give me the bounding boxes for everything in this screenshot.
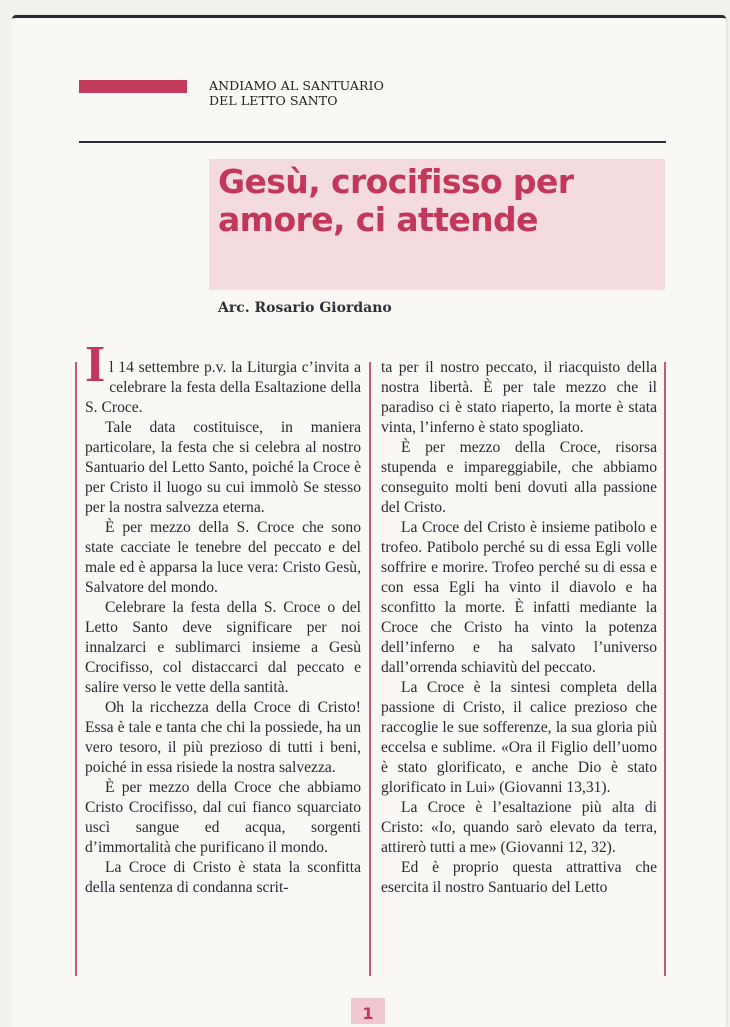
paragraph-text: l 14 settembre p.v. la Liturgia c’invita a celebrare la festa della Esaltazione della S. Croce. [85, 359, 361, 416]
paragraph: Tale data costituisce, in maniera particolare, la festa che si celebra al nostro Santuario del Letto Santo, poiché la Croce è per Cristo il luogo su cui immolò Se stesso per la nostra salvezza eterna. [85, 419, 361, 516]
paragraph: È per mezzo della Croce che abbiamo Cristo Crocifisso, dal cui fianco squarciato uscì sangue ed acqua, sorgenti d’immortalità che purificano il mondo. [85, 779, 361, 856]
paragraph: La Croce è la sintesi completa della passione di Cristo, il calice prezioso che raccoglie le sue sofferenze, la sua gloria più eccelsa e sublime. «Ora il Figlio dell’uomo è stato glorificato, e anche Dio è stato glorificato in Lui» (Giovanni 13,31). [381, 679, 657, 796]
article-author: Arc. Rosario Giordano [218, 300, 392, 316]
paragraph [85, 336, 361, 418]
column-rule-right [664, 362, 666, 976]
section-color-tab [79, 80, 187, 93]
paragraph: È per mezzo della Croce, risorsa stupenda e impareggiabile, che abbiamo conseguito molti beni dovuti alla passione del Cristo. [381, 439, 657, 516]
paragraph: La Croce del Cristo è insieme patibolo e trofeo. Patibolo perché su di essa Egli volle soffrire e morire. Trofeo perché su di essa e con essa Egli ha vinto il diavolo e ha sconfitto la morte. È infatti mediante la Croce che Cristo ha vinto la potenza dell’inferno e ha salvato l’universo dall’orrenda schiavitù del peccato. [381, 519, 657, 676]
paragraph: La Croce di Cristo è stata la sconfitta della sentenza di condanna scrit- [85, 859, 361, 896]
header-rule [79, 141, 666, 143]
page-number: 1 [362, 1004, 374, 1023]
column-rule-left [75, 362, 77, 976]
article-column-1 [85, 336, 361, 898]
paragraph: Ed è proprio questa attrattiva che esercita il nostro Santuario del Letto [381, 859, 657, 896]
section-label-line1: ANDIAMO AL SANTUARIO [209, 78, 384, 93]
article-column-2 [381, 358, 657, 898]
paragraph: Celebrare la festa della S. Croce o del Letto Santo deve significare per noi innalzarci e sublimarci insieme a Gesù Crocifisso, col distaccarci dal peccato e salire verso le vette della santità. [85, 599, 361, 696]
drop-cap: I [85, 336, 106, 393]
paragraph: È per mezzo della S. Croce che sono state cacciate le tenebre del peccato e del male ed è apparsa la luce vera: Cristo Gesù, Salvatore del mondo. [85, 519, 361, 596]
paragraph: Oh la ricchezza della Croce di Cristo! Essa è tale e tanta che chi la possiede, ha un vero tesoro, il più prezioso di tutti i beni, poiché in essa risiede la nostra salvezza. [85, 699, 361, 776]
section-label-line2: DEL LETTO SANTO [209, 93, 338, 108]
article-title: Gesù, crocifisso per amore, ci attende [218, 162, 574, 239]
paragraph: ta per il nostro peccato, il riacquisto della nostra libertà. È per tale mezzo che il paradiso ci è stato riaperto, la morte è stata vinta, l’inferno è stato spogliato. [381, 359, 657, 436]
section-label [209, 78, 384, 108]
paragraph: La Croce è l’esaltazione più alta di Cristo: «Io, quando sarò elevato da terra, attirerò tutti a me» (Giovanni 12, 32). [381, 799, 657, 856]
column-rule-middle [369, 362, 371, 976]
